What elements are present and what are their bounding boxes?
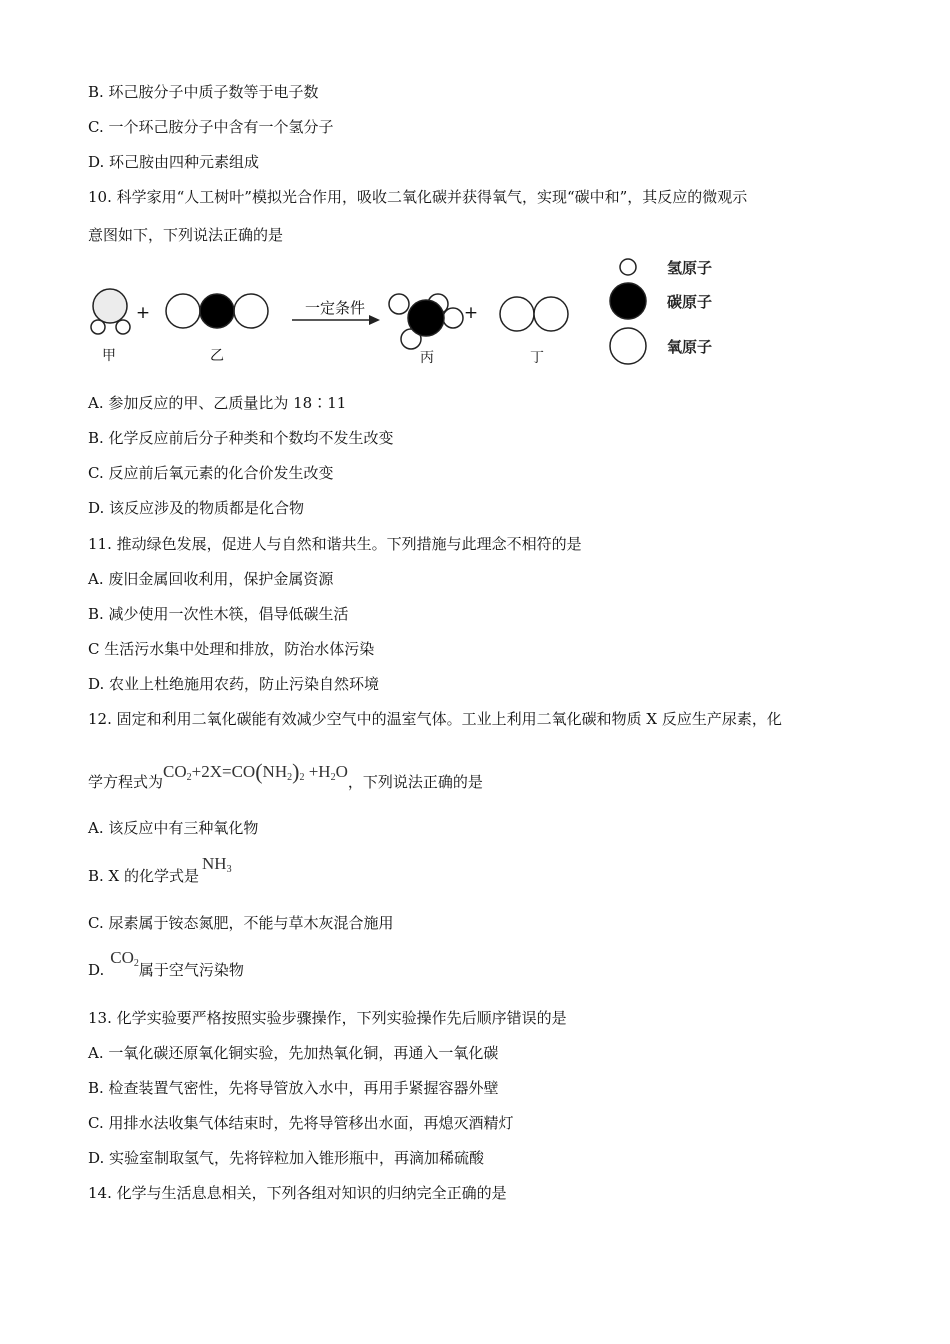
question-10-option-d: D. 该反应涉及的物质都是化合物 (88, 499, 305, 517)
question-12-stem-2: 学方程式为$CO_2+2X=CO(NH_2)_2 +H_2O$，下列说法正确的是 (88, 759, 483, 791)
question-11-stem: 11. 推动绿色发展，促进人与自然和谐共生。下列措施与此理念不相符的是 (88, 535, 582, 553)
question-10-option-c: C. 反应前后氧元素的化合价发生改变 (88, 464, 334, 482)
plus-sign: + (135, 303, 151, 323)
question-12-option-d: $D.CO_2$属于空气污染物 (88, 948, 244, 979)
option-d-line: D. 环己胺由四种元素组成 (88, 153, 260, 171)
legend-oxygen-label: 氧原子 (667, 338, 713, 356)
question-12-option-c: C. 尿素属于铵态氮肥，不能与草木灰混合施用 (88, 914, 394, 932)
option-c-line: C. 一个环己胺分子中含有一个氢分子 (88, 118, 334, 136)
oxygen-atom (500, 297, 534, 331)
question-12-option-b: B. X 的化学式是$NH_3$ (88, 854, 232, 885)
question-11-option-a: A. 废旧金属回收利用，保护金属资源 (88, 570, 334, 588)
label-ding: 丁 (530, 350, 544, 366)
plus-sign: + (463, 303, 479, 323)
question-12-stem-1: 12. 固定和利用二氧化碳能有效减少空气中的温室气体。工业上利用二氧化碳和物质 X 反应生产尿素，化 (88, 710, 782, 728)
chemical-equation: $CO_2+2X=CO(NH_2)_2 +H_2O$ (163, 759, 348, 784)
hydrogen-atom (116, 320, 130, 334)
hydrogen-atom (443, 308, 463, 328)
arrow-head-icon (369, 315, 380, 325)
label-bing: 丙 (420, 350, 434, 366)
option-b-line: B. 环己胺分子中质子数等于电子数 (88, 83, 319, 101)
question-13-option-b: B. 检查装置气密性，先将导管放入水中，再用手紧握容器外壁 (88, 1079, 499, 1097)
question-11-option-b: B. 减少使用一次性木筷，倡导低碳生活 (88, 605, 349, 623)
oxygen-atom (534, 297, 568, 331)
legend-carbon-icon (610, 283, 646, 319)
formula-nh3: $NH_3$ (202, 854, 232, 875)
carbon-atom (408, 300, 444, 336)
oxygen-atom (93, 289, 127, 323)
hydrogen-atom (389, 294, 409, 314)
question-10-option-a: A. 参加反应的甲、乙质量比为 18∶11 (88, 394, 347, 412)
formula-co2: $CO_2$ (110, 948, 139, 969)
label-jia: 甲 (102, 348, 116, 364)
legend-oxygen-icon (610, 328, 646, 364)
question-10-option-b: B. 化学反应前后分子种类和个数均不发生改变 (88, 429, 394, 447)
question-11-option-c: C 生活污水集中处理和排放，防治水体污染 (88, 640, 375, 658)
question-12-option-a: A. 该反应中有三种氧化物 (88, 819, 259, 837)
legend-carbon-label: 碳原子 (667, 293, 713, 311)
hydrogen-atom (91, 320, 105, 334)
question-10-stem-2: 意图如下，下列说法正确的是 (88, 226, 284, 244)
legend-hydrogen-icon (620, 259, 636, 275)
question-13-option-a: A. 一氧化碳还原氧化铜实验，先加热氧化铜，再通入一氧化碳 (88, 1044, 499, 1062)
oxygen-atom (166, 294, 200, 328)
reaction-micro-diagram (80, 252, 740, 372)
question-11-option-d: D. 农业上杜绝施用农药，防止污染自然环境 (88, 675, 380, 693)
reaction-condition: 一定条件 (304, 299, 366, 317)
carbon-atom (200, 294, 234, 328)
question-13-option-d: D. 实验室制取氢气，先将锌粒加入锥形瓶中，再滴加稀硫酸 (88, 1149, 485, 1167)
question-13-stem: 13. 化学实验要严格按照实验步骤操作，下列实验操作先后顺序错误的是 (88, 1009, 567, 1027)
question-10-stem-1: 10. 科学家用“人工树叶”模拟光合作用，吸收二氧化碳并获得氧气，实现“碳中和”，其反应的微观示 (88, 188, 748, 206)
legend-hydrogen-label: 氢原子 (667, 259, 713, 277)
label-yi: 乙 (210, 348, 224, 364)
question-14-stem: 14. 化学与生活息息相关，下列各组对知识的归纳完全正确的是 (88, 1184, 507, 1202)
question-13-option-c: C. 用排水法收集气体结束时，先将导管移出水面，再熄灭酒精灯 (88, 1114, 514, 1132)
oxygen-atom (234, 294, 268, 328)
